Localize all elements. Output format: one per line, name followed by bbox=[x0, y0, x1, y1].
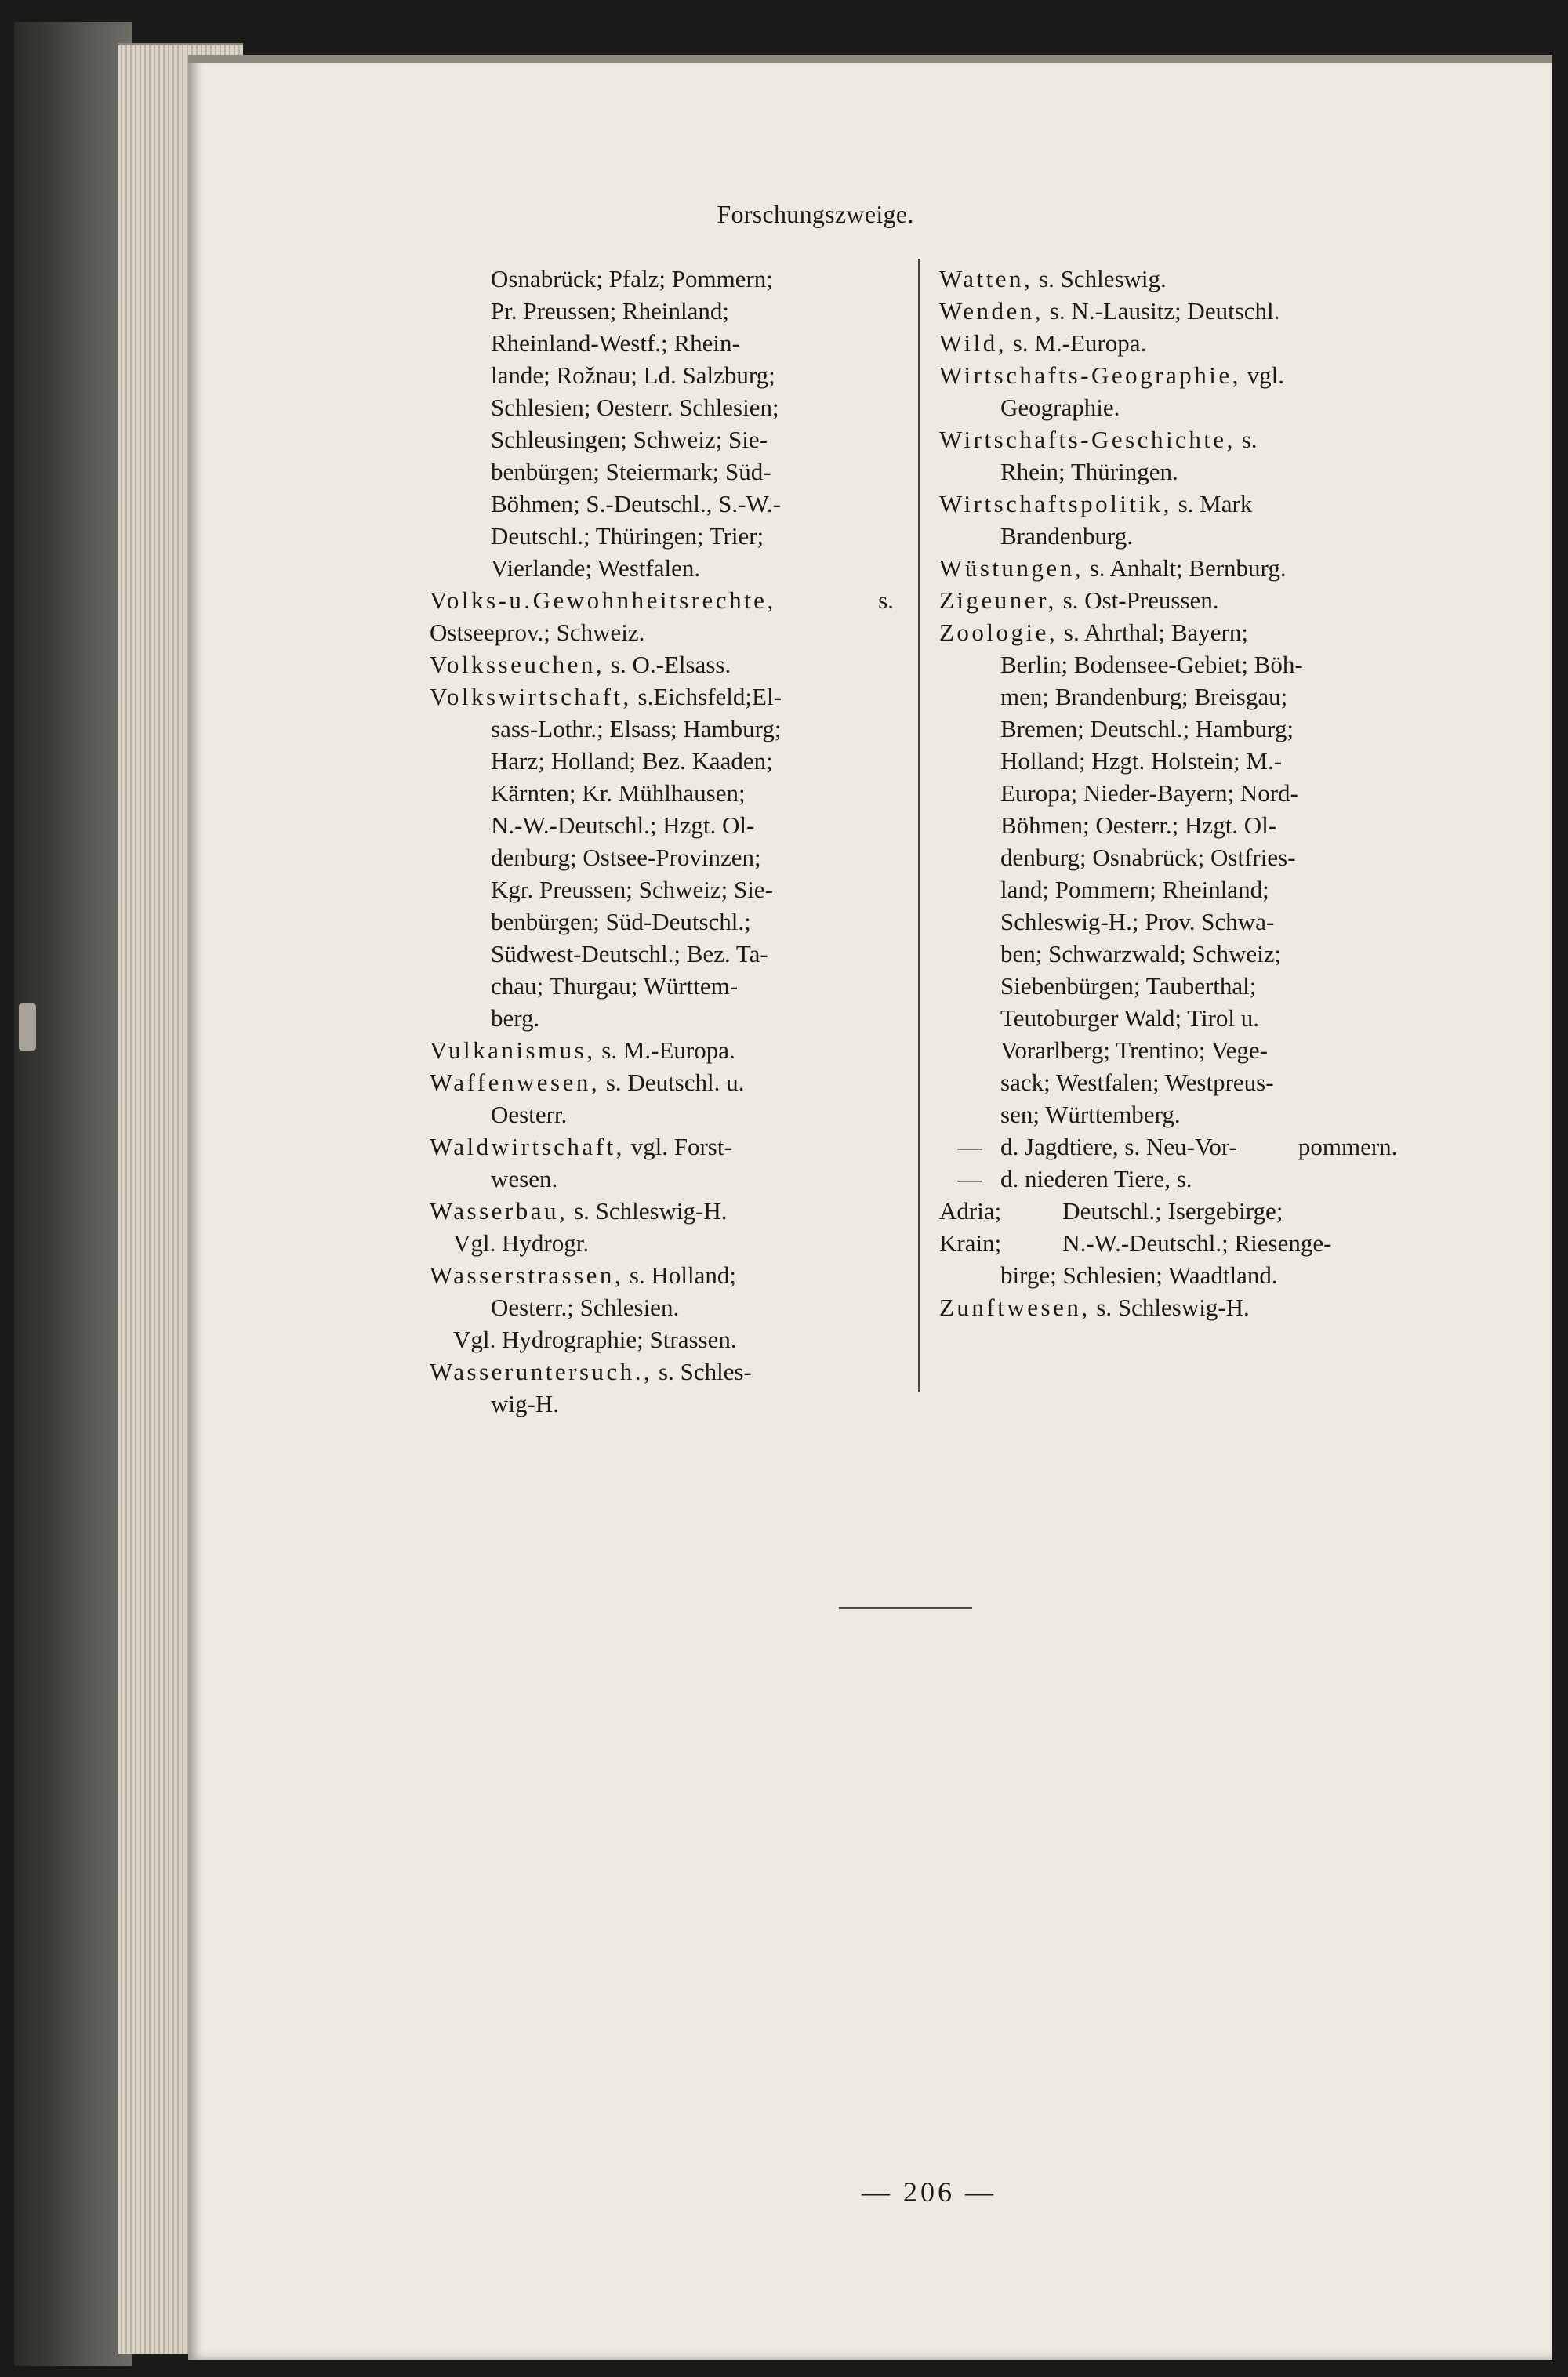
entry-text: Osnabrück; Pfalz; Pommern; bbox=[491, 265, 773, 292]
entry-continuation: Rhein; Thüringen. bbox=[1000, 458, 1178, 485]
index-entry bbox=[939, 423, 1410, 488]
index-entry bbox=[939, 263, 1410, 295]
entry-continuation: benbürgen; Süd-Deutschl.; bbox=[491, 908, 751, 935]
entry-text: vgl. Forst- bbox=[624, 1133, 732, 1160]
subentry-dash: — bbox=[957, 1165, 982, 1192]
entry-continuation: Schleswig-H.; Prov. Schwa- bbox=[1000, 908, 1275, 935]
index-entry bbox=[939, 584, 1410, 616]
entry-continuation: Südwest-Deutschl.; Bez. Ta- bbox=[491, 940, 768, 967]
entry-continuation: men; Brandenburg; Breisgau; bbox=[1000, 683, 1288, 710]
index-entry bbox=[939, 488, 1410, 552]
page-top-edge bbox=[188, 55, 1552, 63]
entry-heading: Wild, bbox=[939, 329, 1007, 357]
entry-text: s. Ahrthal; Bayern; bbox=[1058, 619, 1248, 646]
entry-continuation: Rheinland-Westf.; Rhein- bbox=[491, 329, 740, 357]
entry-first-line bbox=[430, 263, 894, 295]
running-head: Forschungszweige. bbox=[717, 200, 914, 228]
book-binding-edge bbox=[14, 22, 132, 2366]
entry-continuation: Böhmen; Oesterr.; Hzgt. Ol- bbox=[1000, 811, 1277, 839]
entry-first-line bbox=[939, 1133, 1237, 1160]
entry-heading: Volkswirtschaft, bbox=[430, 683, 632, 710]
entry-text: vgl. bbox=[1240, 361, 1284, 389]
closing-rule bbox=[839, 1607, 972, 1609]
entry-continuation: Schlesien; Oesterr. Schlesien; bbox=[491, 394, 779, 421]
entry-continuation: berg. bbox=[491, 1004, 540, 1032]
entry-first-line bbox=[430, 584, 894, 648]
entry-continuation: benbürgen; Steiermark; Süd- bbox=[491, 458, 771, 485]
entry-first-line bbox=[430, 1355, 894, 1388]
entry-heading: Vulkanismus, bbox=[430, 1036, 596, 1064]
index-entry bbox=[430, 648, 894, 680]
entry-heading: Wirtschaftspolitik, bbox=[939, 490, 1172, 517]
entry-text: s. M.-Europa. bbox=[595, 1036, 735, 1064]
entry-heading: Waffenwesen, bbox=[430, 1069, 601, 1096]
index-entry bbox=[430, 1130, 894, 1195]
entry-first-line bbox=[939, 584, 1410, 616]
index-entry bbox=[939, 616, 1410, 1130]
entry-text: s. Mark bbox=[1171, 490, 1253, 517]
index-entry bbox=[939, 552, 1410, 584]
entry-continuation: N.-W.-Deutschl.; Riesenge- bbox=[1062, 1229, 1332, 1257]
entry-continuation: sass-Lothr.; Elsass; Hamburg; bbox=[491, 715, 782, 742]
entry-continuation: birge; Schlesien; Waadtland. bbox=[1000, 1261, 1278, 1289]
entry-text: s. Schleswig-H. bbox=[568, 1197, 728, 1225]
entry-text: s. M.-Europa. bbox=[1007, 329, 1147, 357]
index-entry bbox=[939, 295, 1410, 327]
entry-text: s. Schles- bbox=[652, 1358, 752, 1385]
entry-heading: Zunftwesen, bbox=[939, 1294, 1091, 1321]
column-divider bbox=[918, 259, 920, 1392]
entry-continuation: ben; Schwarzwald; Schweiz; bbox=[1000, 940, 1282, 967]
entry-heading: Zoologie, bbox=[939, 619, 1058, 646]
entry-continuation: denburg; Osnabrück; Ostfries- bbox=[1000, 844, 1296, 871]
entry-text: s. Deutschl. u. bbox=[600, 1069, 745, 1096]
entry-heading: Zigeuner, bbox=[939, 586, 1057, 614]
index-entry bbox=[430, 1195, 894, 1259]
entry-continuation: Geographie. bbox=[1000, 394, 1120, 421]
index-entry bbox=[430, 1259, 894, 1355]
entry-continuation: Bremen; Deutschl.; Hamburg; bbox=[1000, 715, 1294, 742]
entry-text: s. Ost-Preussen. bbox=[1056, 586, 1219, 614]
index-entry bbox=[939, 1291, 1410, 1323]
entry-heading: Wirtschafts-Geschichte, bbox=[939, 426, 1236, 453]
entry-heading: Wirtschafts-Geographie, bbox=[939, 361, 1241, 389]
entry-text: s. Adria; bbox=[939, 1165, 1192, 1225]
index-subentry bbox=[939, 1130, 1410, 1163]
entry-heading: Wenden, bbox=[939, 297, 1044, 325]
entry-heading: Wasseruntersuch., bbox=[430, 1358, 653, 1385]
entry-continuation: wesen. bbox=[491, 1165, 558, 1192]
entry-continuation: pommern. bbox=[1298, 1133, 1398, 1160]
entry-continuation: Vorarlberg; Trentino; Vege- bbox=[1000, 1036, 1268, 1064]
entry-continuation: Teutoburger Wald; Tirol u. bbox=[1000, 1004, 1260, 1032]
entry-continuation: Siebenbürgen; Tauberthal; bbox=[1000, 972, 1257, 1000]
entry-heading: Volks-u.Gewohnheitsrechte, bbox=[430, 586, 776, 614]
entry-first-line bbox=[939, 1291, 1410, 1323]
entry-first-line bbox=[430, 680, 894, 713]
entry-text: s. Anhalt; Bernburg. bbox=[1083, 554, 1287, 582]
entry-continuation: denburg; Ostsee-Provinzen; bbox=[491, 844, 761, 871]
entry-continuation: Oesterr. bbox=[491, 1101, 568, 1128]
index-entry bbox=[430, 1066, 894, 1130]
entry-heading: d. niederen Tiere, bbox=[1000, 1165, 1171, 1192]
entry-first-line bbox=[939, 552, 1410, 584]
index-entry bbox=[430, 1355, 894, 1420]
entry-continuation: chau; Thurgau; Württem- bbox=[491, 972, 739, 1000]
entry-continuation: Pr. Preussen; Rheinland; bbox=[491, 297, 729, 325]
index-entry bbox=[430, 263, 894, 584]
entry-continuation: Vgl. Hydrographie; Strassen. bbox=[453, 1326, 737, 1353]
entry-text: s. Schleswig-H. bbox=[1090, 1294, 1250, 1321]
entry-continuation: Schleusingen; Schweiz; Sie- bbox=[491, 426, 768, 453]
entry-text: s. Holland; bbox=[623, 1261, 736, 1289]
entry-text: s. bbox=[1235, 426, 1258, 453]
entry-text: s. Schleswig. bbox=[1033, 265, 1167, 292]
entry-continuation: N.-W.-Deutschl.; Hzgt. Ol- bbox=[491, 811, 755, 839]
index-column-left bbox=[430, 263, 894, 1420]
entry-first-line bbox=[430, 648, 894, 680]
entry-text: s. O.-Elsass. bbox=[604, 651, 731, 678]
entry-continuation: Brandenburg. bbox=[1000, 522, 1134, 550]
entry-continuation: wig-H. bbox=[491, 1390, 559, 1417]
entry-continuation: Kärnten; Kr. Mühlhausen; bbox=[491, 779, 746, 807]
entry-heading: Waldwirtschaft, bbox=[430, 1133, 625, 1160]
entry-text: s. N.-Lausitz; Deutschl. bbox=[1044, 297, 1280, 325]
binding-clasp bbox=[19, 1003, 36, 1051]
page-number: — 206 — bbox=[862, 2176, 996, 2208]
entry-continuation: Europa; Nieder-Bayern; Nord- bbox=[1000, 779, 1298, 807]
entry-continuation: Harz; Holland; Bez. Kaaden; bbox=[491, 747, 773, 775]
entry-continuation: Vgl. Hydrogr. bbox=[453, 1229, 590, 1257]
entry-text: s. Neu-Vor- bbox=[1118, 1133, 1237, 1160]
entry-continuation: Böhmen; S.-Deutschl., S.-W.- bbox=[491, 490, 781, 517]
index-entry bbox=[939, 359, 1410, 423]
index-entry bbox=[430, 1034, 894, 1066]
entry-first-line bbox=[939, 295, 1410, 327]
entry-heading: Watten, bbox=[939, 265, 1033, 292]
entry-continuation: sen; Württemberg. bbox=[1000, 1101, 1181, 1128]
entry-first-line bbox=[939, 488, 1410, 520]
entry-first-line bbox=[939, 327, 1410, 359]
entry-heading: d. Jagdtiere, bbox=[1000, 1133, 1119, 1160]
entry-heading: Wasserbau, bbox=[430, 1197, 568, 1225]
entry-continuation: Deutschl.; Isergebirge; Krain; bbox=[939, 1197, 1283, 1257]
index-entry bbox=[939, 327, 1410, 359]
entry-heading: Wüstungen, bbox=[939, 554, 1083, 582]
index-column-right bbox=[939, 263, 1410, 1323]
entry-first-line bbox=[430, 1034, 894, 1066]
entry-continuation: sack; Westfalen; Westpreus- bbox=[1000, 1069, 1274, 1096]
subentry-dash: — bbox=[957, 1133, 982, 1160]
entry-heading: Volksseuchen, bbox=[430, 651, 605, 678]
entry-continuation: Vierlande; Westfalen. bbox=[491, 554, 701, 582]
entry-continuation: Kgr. Preussen; Schweiz; Sie- bbox=[491, 876, 773, 903]
index-entry bbox=[430, 680, 894, 1034]
entry-continuation: Deutschl.; Thüringen; Trier; bbox=[491, 522, 764, 550]
entry-first-line bbox=[939, 423, 1410, 455]
entry-first-line bbox=[939, 263, 1410, 295]
entry-continuation: lande; Rožnau; Ld. Salzburg; bbox=[491, 361, 775, 389]
entry-first-line bbox=[939, 616, 1410, 648]
index-subentry bbox=[939, 1163, 1410, 1291]
index-entry bbox=[430, 584, 894, 648]
entry-continuation: Berlin; Bodensee-Gebiet; Böh- bbox=[1000, 651, 1303, 678]
entry-first-line bbox=[430, 1130, 894, 1163]
entry-heading: Wasserstrassen, bbox=[430, 1261, 624, 1289]
entry-continuation: Holland; Hzgt. Holstein; M.- bbox=[1000, 747, 1283, 775]
entry-first-line bbox=[430, 1259, 894, 1291]
entry-continuation: Oesterr.; Schlesien. bbox=[491, 1294, 680, 1321]
entry-first-line bbox=[939, 359, 1410, 391]
entry-text: s.Eichsfeld;El- bbox=[631, 683, 782, 710]
entry-first-line bbox=[430, 1195, 894, 1227]
entry-text: s. Ostseeprov.; Schweiz. bbox=[430, 586, 894, 646]
entry-continuation: land; Pommern; Rheinland; bbox=[1000, 876, 1269, 903]
entry-first-line bbox=[430, 1066, 894, 1098]
